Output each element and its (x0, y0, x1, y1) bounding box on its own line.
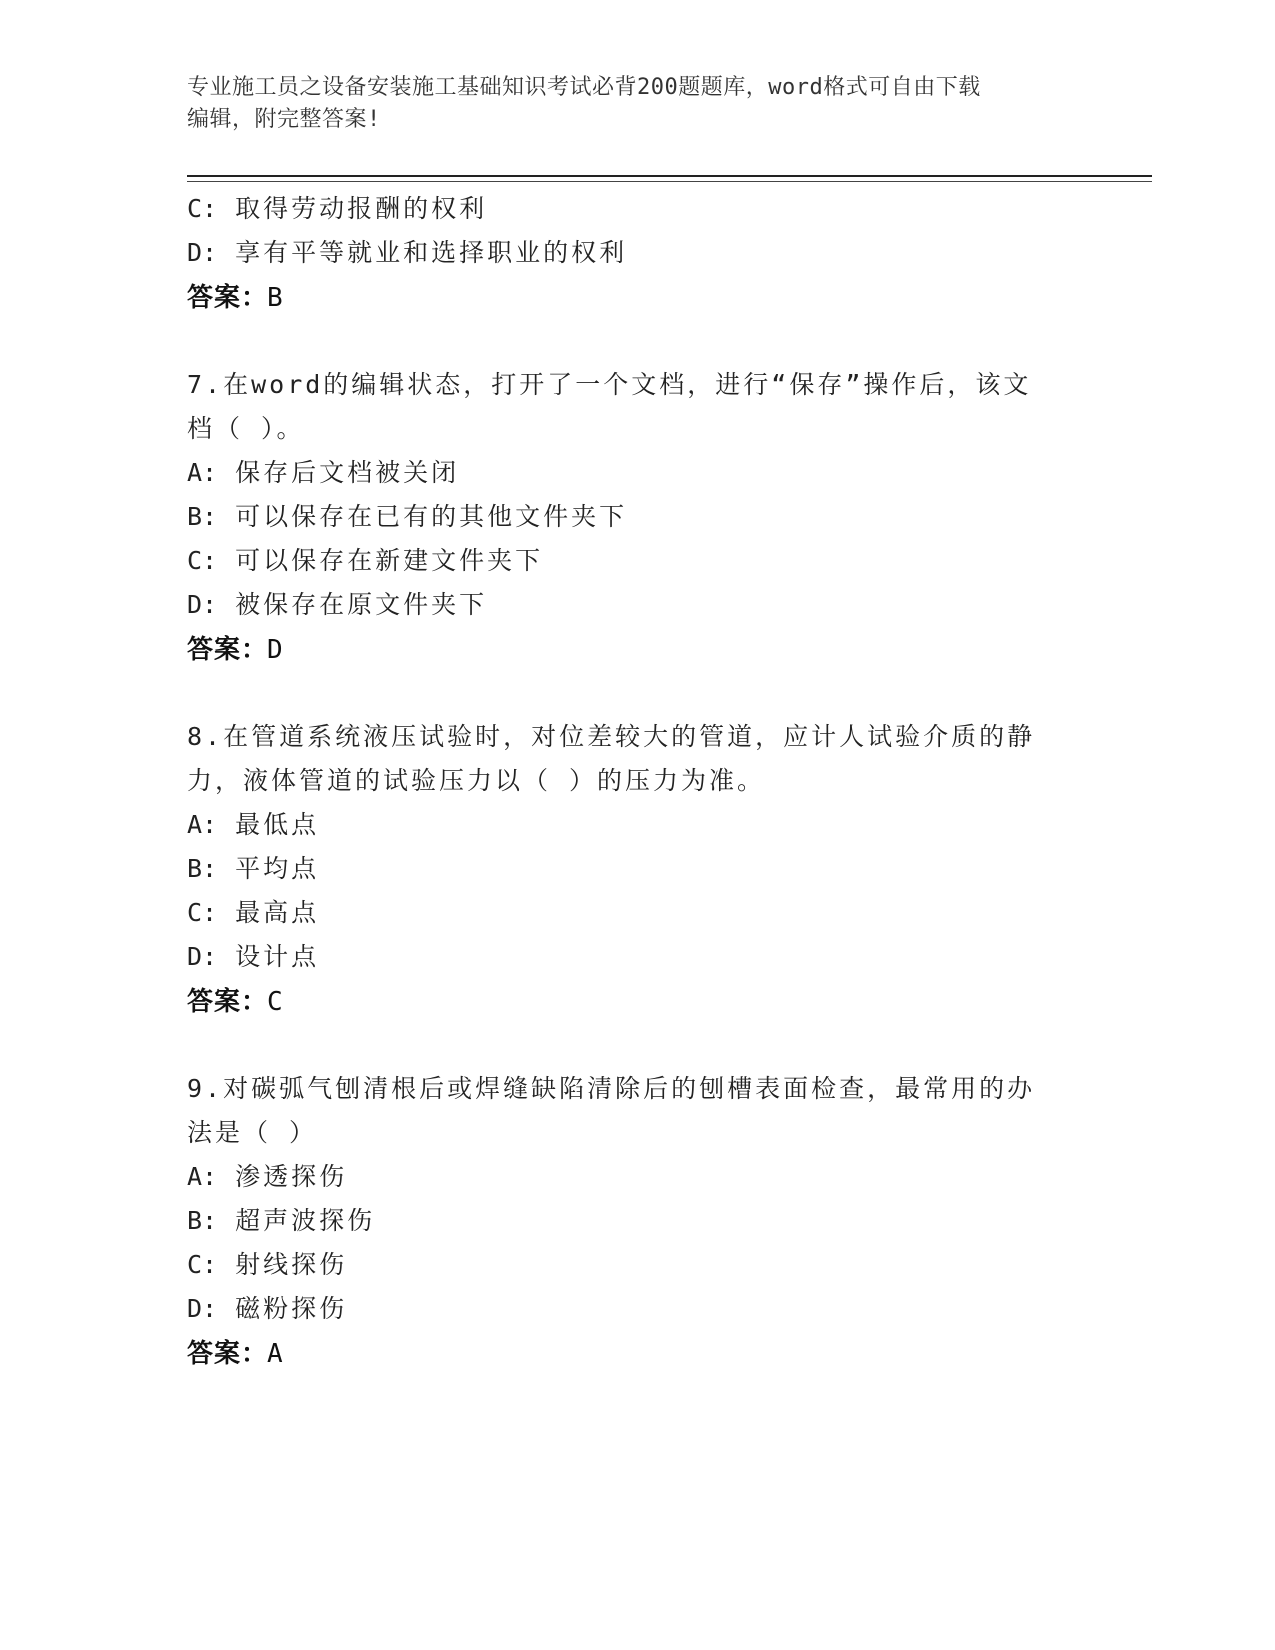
option-text: 被保存在原文件夹下 (235, 590, 488, 619)
option-text: 取得劳动报酬的权利 (235, 194, 488, 223)
answer-label: 答案 (187, 987, 242, 1017)
answer-label: 答案 (187, 635, 242, 665)
option-text: 可以保存在新建文件夹下 (235, 546, 544, 575)
q8-stem-line-1: 8.在管道系统液压试验时，对位差较大的管道，应计人试验介质的静 (187, 722, 1036, 751)
q7-stem-line-2: 档（ ）。 (187, 414, 305, 443)
answer-label: 答案 (187, 283, 242, 313)
q9-stem-line-1: 9.对碳弧气刨清根后或焊缝缺陷清除后的刨槽表面检查，最常用的办 (187, 1074, 1036, 1103)
answer-value: A (267, 1339, 283, 1369)
option-text: 保存后文档被关闭 (235, 458, 460, 487)
answer-colon: ： (241, 283, 268, 313)
answer-colon: ： (241, 1339, 268, 1369)
option-text: 享有平等就业和选择职业的权利 (235, 238, 628, 267)
q8-option-a (187, 810, 319, 840)
header-line-1: 专业施工员之设备安装施工基础知识考试必背200题题库，word格式可自由下载 (187, 75, 981, 100)
header-divider-thick (187, 175, 1152, 177)
option-label: B: (187, 854, 218, 883)
q6-option-c (187, 194, 487, 224)
option-label: D: (187, 1294, 218, 1323)
answer-value: C (267, 987, 283, 1017)
q7-option-c (187, 546, 543, 576)
q9-stem-line-2: 法是（ ） (187, 1118, 318, 1147)
option-text: 最高点 (235, 898, 320, 927)
q7-answer (187, 634, 283, 666)
option-text: 最低点 (235, 810, 320, 839)
q9-answer (187, 1338, 283, 1370)
option-label: C: (187, 898, 218, 927)
option-label: B: (187, 1206, 218, 1235)
q8-option-b (187, 854, 319, 884)
q7-stem-line-1: 7.在word的编辑状态，打开了一个文档，进行“保存”操作后，该文 (187, 370, 1032, 399)
q7-option-b (187, 502, 627, 532)
answer-value: D (267, 635, 283, 665)
option-label: A: (187, 1162, 218, 1191)
option-text: 渗透探伤 (235, 1162, 348, 1191)
q9-option-a (187, 1162, 347, 1192)
header-divider-thin (187, 181, 1152, 182)
option-text: 可以保存在已有的其他文件夹下 (235, 502, 628, 531)
option-text: 射线探伤 (235, 1250, 348, 1279)
header-line-2: 编辑，附完整答案! (187, 107, 381, 132)
q7-option-a (187, 458, 459, 488)
option-label: C: (187, 1250, 218, 1279)
option-text: 平均点 (235, 854, 320, 883)
option-text: 磁粉探伤 (235, 1294, 348, 1323)
option-label: A: (187, 458, 218, 487)
option-label: D: (187, 238, 218, 267)
q8-option-d (187, 942, 319, 972)
option-label: A: (187, 810, 218, 839)
q9-option-d (187, 1294, 347, 1324)
option-label: B: (187, 502, 218, 531)
option-label: D: (187, 590, 218, 619)
option-label: D: (187, 942, 218, 971)
document-header (187, 72, 1067, 136)
option-text: 设计点 (235, 942, 320, 971)
q7-option-d (187, 590, 487, 620)
option-label: C: (187, 194, 218, 223)
q8-option-c (187, 898, 319, 928)
q8-stem-line-2: 力，液体管道的试验压力以（ ）的压力为准。 (187, 766, 766, 795)
q6-option-d (187, 238, 627, 268)
answer-label: 答案 (187, 1339, 242, 1369)
answer-value: B (267, 283, 283, 313)
option-label: C: (187, 546, 218, 575)
q6-answer (187, 282, 283, 314)
q9-option-c (187, 1250, 347, 1280)
q8-answer (187, 986, 283, 1018)
option-text: 超声波探伤 (235, 1206, 376, 1235)
answer-colon: ： (241, 635, 268, 665)
answer-colon: ： (241, 987, 268, 1017)
q9-option-b (187, 1206, 375, 1236)
